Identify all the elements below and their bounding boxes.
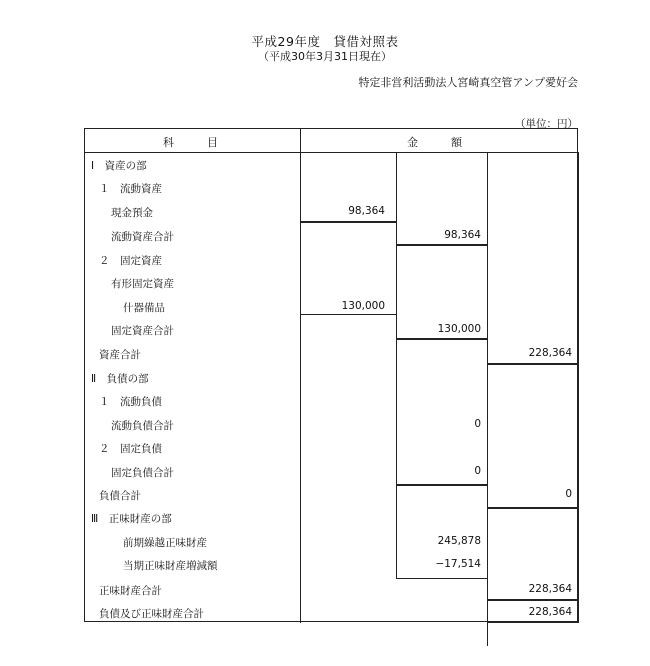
table-row: [85, 271, 579, 294]
detail-amount: 130,000: [341, 300, 385, 312]
table-row: [85, 153, 579, 176]
table-row: [85, 553, 579, 576]
balance-sheet-table: [84, 128, 578, 622]
row-label: １ 流動負債: [99, 396, 162, 408]
document-subtitle: （平成30年3月31日現在）: [258, 50, 392, 63]
subtotal-amount: 130,000: [437, 323, 481, 335]
table-row: [85, 176, 579, 199]
table-row: [85, 200, 579, 223]
row-label: 前期繰越正味財産: [123, 537, 207, 549]
table-row: [85, 295, 579, 318]
row-label: 負債及び正味財産合計: [99, 608, 204, 620]
row-label: Ⅰ 資産の部: [91, 160, 147, 172]
table-row: [85, 413, 579, 436]
table-row: [85, 506, 579, 529]
total-amount: 228,364: [528, 583, 572, 595]
table-row: [85, 342, 579, 365]
amount-column-header: 金 額: [407, 136, 462, 149]
table-row: [85, 224, 579, 247]
subtotal-amount: 0: [474, 418, 481, 430]
document-title: 平成29年度 貸借対照表: [251, 34, 399, 49]
subtotal-amount: 98,364: [444, 229, 481, 241]
row-label: 正味財産合計: [99, 585, 162, 597]
table-row: [85, 601, 579, 624]
detail-amount: 98,364: [348, 205, 385, 217]
row-label: 当期正味財産増減額: [123, 560, 218, 572]
table-row: [85, 318, 579, 341]
table-row: [85, 366, 579, 389]
organization-name: 特定非営利活動法人宮崎真空管アンプ愛好会: [358, 76, 578, 89]
row-label: 現金預金: [111, 207, 153, 219]
row-label: Ⅲ 正味財産の部: [91, 513, 172, 525]
table-row: [85, 578, 579, 601]
table-row: [85, 248, 579, 271]
subject-column-header: 科 目: [163, 136, 218, 149]
table-row: [85, 530, 579, 553]
row-label: 負債合計: [99, 490, 141, 502]
unit-label: （単位：円）: [515, 118, 578, 130]
row-label: ２ 固定負債: [99, 443, 162, 455]
table-header: [85, 129, 577, 153]
table-row: [85, 389, 579, 412]
table-row: [85, 436, 579, 459]
row-label: 流動資産合計: [111, 231, 174, 243]
row-label: 什器備品: [123, 302, 165, 314]
row-label: ２ 固定資産: [99, 255, 162, 267]
row-label: 流動負債合計: [111, 420, 174, 432]
total-amount: 228,364: [528, 606, 572, 618]
subtotal-amount: −17,514: [435, 558, 481, 570]
row-label: 資産合計: [99, 349, 141, 361]
total-amount: 228,364: [528, 347, 572, 359]
total-amount: 0: [565, 488, 572, 500]
row-label: 固定負債合計: [111, 467, 174, 479]
subtotal-amount: 0: [474, 465, 481, 477]
row-label: １ 流動資産: [99, 183, 162, 195]
row-label: 固定資産合計: [111, 325, 174, 337]
table-row: [85, 460, 579, 483]
table-row: [85, 483, 579, 506]
row-label: Ⅱ 負債の部: [91, 373, 149, 385]
row-label: 有形固定資産: [111, 278, 174, 290]
subtotal-amount: 245,878: [437, 535, 481, 547]
